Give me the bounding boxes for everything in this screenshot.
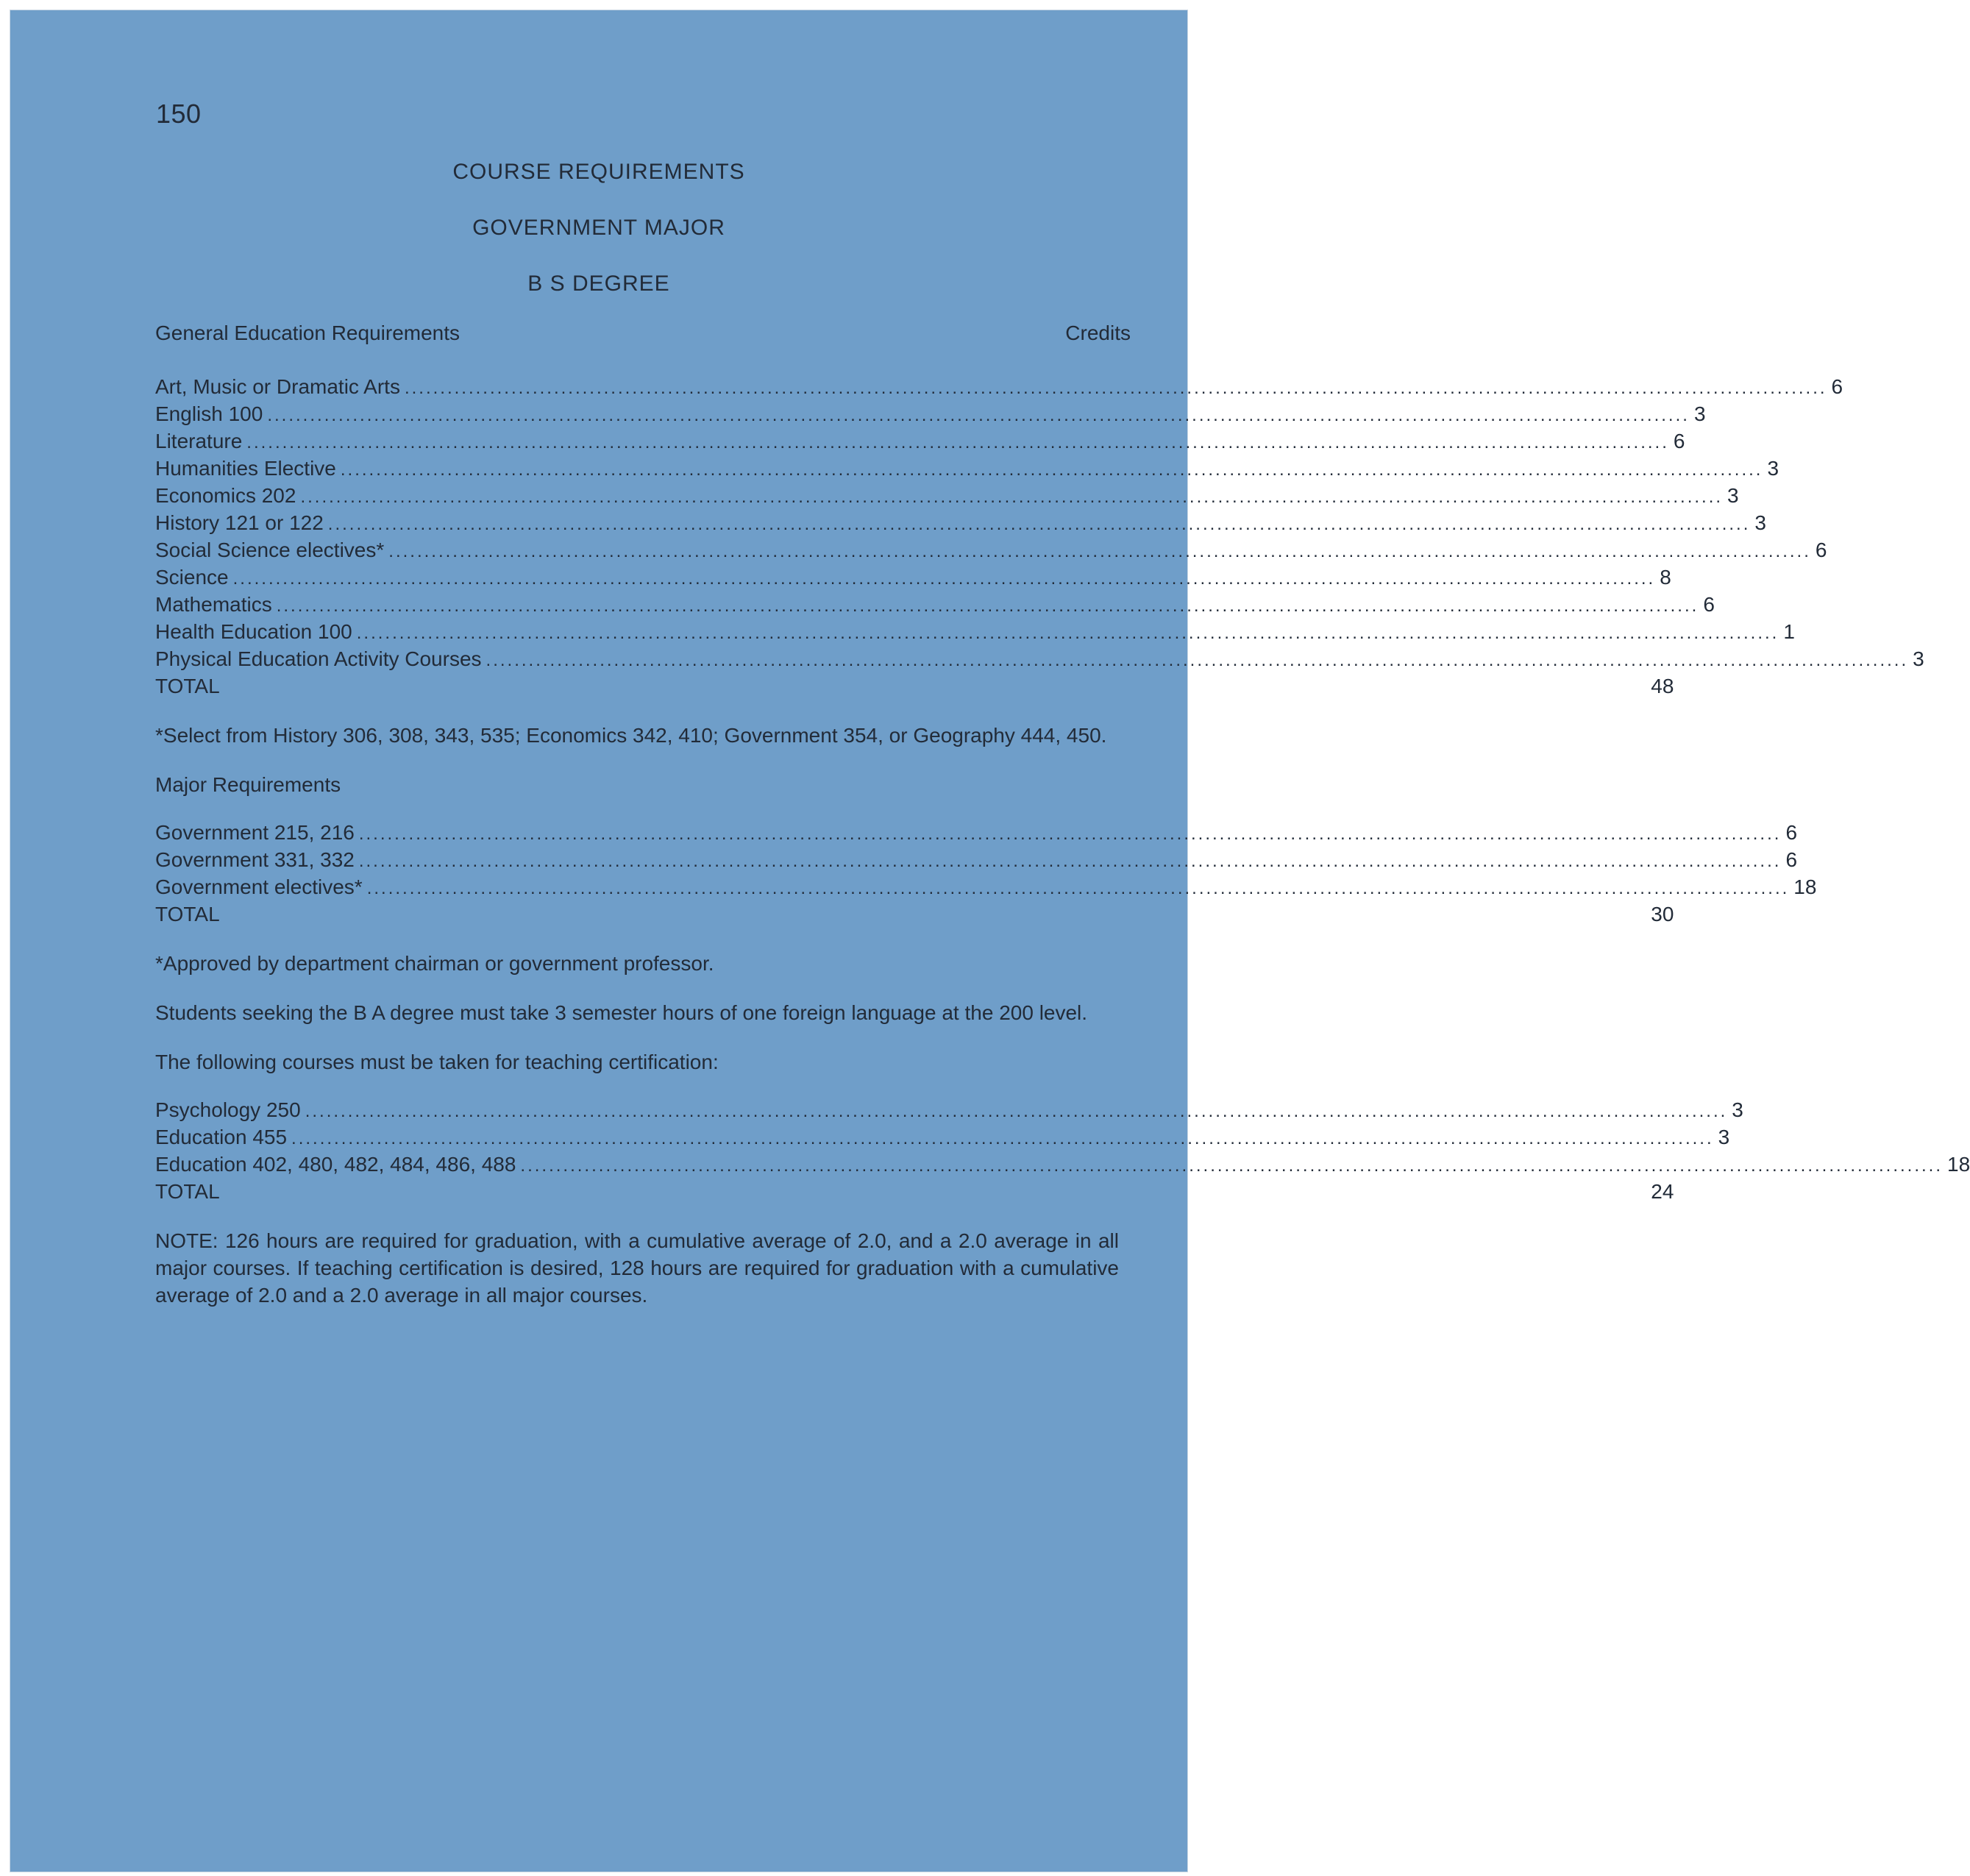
course-label: Literature — [155, 430, 243, 452]
credit-value: 6 — [1815, 539, 1827, 561]
course-label: Humanities Elective — [155, 457, 336, 480]
course-label: History 121 or 122 — [155, 511, 324, 534]
catalog-page — [10, 10, 1970, 1872]
list-item — [155, 1123, 1730, 1151]
credit-value: 8 — [1660, 566, 1671, 589]
course-label: Science — [155, 566, 229, 589]
list-item — [155, 509, 1766, 536]
major-requirements-title: Major Requirements — [155, 773, 341, 796]
major-footnote: *Approved by department chairman or government professor. — [155, 952, 714, 975]
general-education-header — [155, 319, 1131, 347]
major-requirements-list — [155, 819, 1817, 928]
course-label: Art, Music or Dramatic Arts — [155, 375, 400, 398]
credit-value: 6 — [1703, 593, 1715, 616]
dot-leader: ........................................................................................................................................................................................................ — [291, 1129, 1714, 1148]
dot-leader: ........................................................................................................................................................................................................ — [404, 378, 1827, 398]
list-item — [155, 1151, 1970, 1178]
credit-value: 3 — [1732, 1098, 1743, 1121]
dot-leader: ........................................................................................................................................................................................................ — [267, 405, 1690, 425]
credit-value: 6 — [1673, 430, 1685, 452]
teaching-requirements-list — [155, 1096, 1970, 1205]
requirements-content — [155, 319, 1970, 1309]
credit-value: 3 — [1767, 457, 1779, 480]
course-label: Education 402, 480, 482, 484, 486, 488 — [155, 1153, 516, 1176]
list-item — [155, 618, 1795, 645]
total-row — [155, 1178, 1674, 1205]
dot-leader: ........................................................................................................................................................................................................ — [356, 623, 1779, 643]
dot-leader: ........................................................................................................................................................................................................ — [276, 596, 1699, 616]
list-item — [155, 427, 1685, 455]
credit-value: 18 — [1793, 875, 1817, 898]
total-label: TOTAL — [155, 1180, 220, 1203]
general-footnote: *Select from History 306, 308, 343, 535; Economics 342, 410; Government 354, or Geography 444, 450. — [155, 724, 1107, 747]
degree-title: B S DEGREE — [527, 271, 670, 296]
dot-leader: ........................................................................................................................................................................................................ — [305, 1101, 1728, 1121]
general-education-title: General Education Requirements — [155, 321, 461, 344]
total-value: 48 — [1651, 675, 1674, 697]
list-item — [155, 873, 1817, 900]
course-label: Social Science electives* — [155, 539, 385, 561]
course-label: Government electives* — [155, 875, 363, 898]
general-education-list — [155, 373, 1924, 700]
course-label: Mathematics — [155, 593, 272, 616]
dot-leader: ........................................................................................................................................................................................................ — [300, 487, 1724, 507]
list-item — [155, 482, 1739, 509]
dot-leader: ........................................................................................................................................................................................................ — [232, 569, 1656, 589]
dot-leader: ........................................................................................................................................................................................................ — [246, 433, 1669, 452]
course-label: Economics 202 — [155, 484, 296, 507]
credit-value: 3 — [1913, 647, 1924, 670]
dot-leader: ........................................................................................................................................................................................................ — [388, 541, 1811, 561]
course-label: English 100 — [155, 402, 263, 425]
page-number: 150 — [156, 99, 202, 129]
list-item — [155, 455, 1779, 482]
credit-value: 6 — [1785, 848, 1798, 871]
course-label: Physical Education Activity Courses — [155, 647, 482, 670]
list-item — [155, 373, 1843, 400]
credit-value: 1 — [1783, 620, 1795, 643]
list-item — [155, 1096, 1743, 1123]
teaching-intro: The following courses must be taken for teaching certification: — [155, 1051, 719, 1073]
dot-leader: ........................................................................................................................................................................................................ — [327, 514, 1751, 534]
credit-value: 18 — [1947, 1153, 1970, 1176]
total-row — [155, 672, 1674, 700]
total-label: TOTAL — [155, 675, 220, 697]
dot-leader: ........................................................................................................................................................................................................ — [340, 460, 1763, 480]
dot-leader: ........................................................................................................................................................................................................ — [520, 1156, 1944, 1176]
course-label: Psychology 250 — [155, 1098, 301, 1121]
ba-degree-note: Students seeking the B A degree must take 3 semester hours of one foreign language at the 200 level. — [155, 1001, 1088, 1024]
list-item — [155, 819, 1798, 846]
list-item — [155, 536, 1827, 564]
list-item — [155, 846, 1798, 873]
total-value: 30 — [1651, 903, 1674, 925]
dot-leader: ........................................................................................................................................................................................................ — [358, 851, 1782, 871]
total-label: TOTAL — [155, 903, 220, 925]
credit-value: 6 — [1785, 821, 1798, 844]
graduation-note: NOTE: 126 hours are required for graduation, with a cumulative average of 2.0, and a 2.0 average in all major courses. If teaching certification is desired, 128 hours are required for graduation with a cumulative average of 2.0 and a 2.0 average in all major courses. — [155, 1229, 1119, 1307]
credit-value: 3 — [1727, 484, 1739, 507]
list-item — [155, 400, 1706, 427]
list-item — [155, 591, 1715, 618]
list-item — [155, 564, 1671, 591]
course-label: Education 455 — [155, 1126, 288, 1148]
credit-value: 3 — [1718, 1126, 1730, 1148]
dot-leader: ........................................................................................................................................................................................................ — [366, 878, 1790, 898]
dot-leader: ........................................................................................................................................................................................................ — [486, 650, 1909, 670]
total-value: 24 — [1651, 1180, 1674, 1203]
course-label: Government 331, 332 — [155, 848, 355, 871]
total-row — [155, 900, 1674, 928]
page-title: COURSE REQUIREMENTS — [452, 160, 745, 184]
credit-value: 3 — [1754, 511, 1766, 534]
credits-column-label: Credits — [1065, 321, 1131, 344]
credit-value: 6 — [1831, 375, 1843, 398]
dot-leader: ........................................................................................................................................................................................................ — [358, 824, 1782, 844]
credit-value: 3 — [1693, 402, 1706, 425]
major-title: GOVERNMENT MAJOR — [472, 216, 725, 240]
page-headings — [10, 157, 1187, 325]
course-label: Government 215, 216 — [155, 821, 355, 844]
list-item — [155, 645, 1924, 672]
course-label: Health Education 100 — [155, 620, 352, 643]
